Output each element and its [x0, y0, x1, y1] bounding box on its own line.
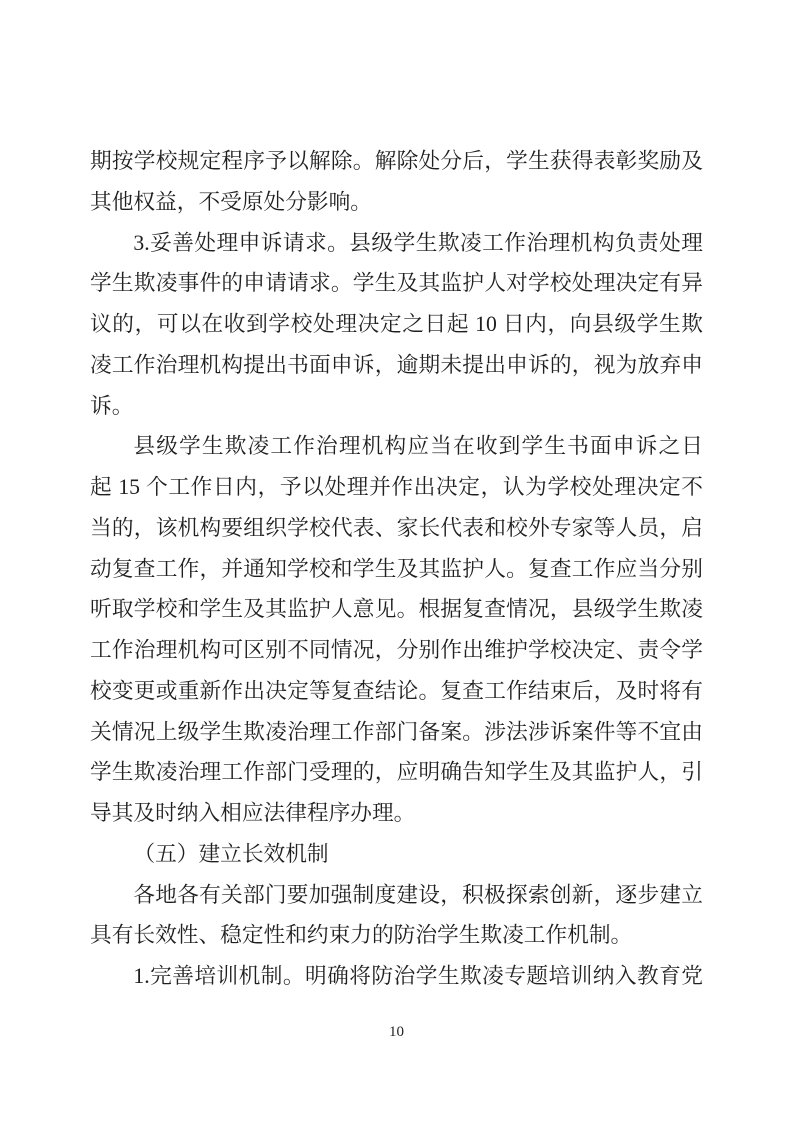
section-heading: （五）建立长效机制: [133, 841, 329, 866]
text-line: 凌工作治理机构提出书面申诉，逾期未提出申诉的，视为放弃申: [90, 352, 703, 377]
text-line: 学生欺凌事件的申请请求。学生及其监护人对学校处理决定有异: [90, 271, 703, 296]
text-line: 各地各有关部门要加强制度建设，积极探索创新，逐步建立: [133, 882, 703, 907]
text-line: 校变更或重新作出决定等复查结论。复查工作结束后，及时将有: [90, 678, 703, 703]
text-line: 1.完善培训机制。明确将防治学生欺凌专题培训纳入教育党: [133, 964, 703, 988]
text-line: 3.妥善处理申诉请求。县级学生欺凌工作治理机构负责处理: [133, 230, 703, 255]
text-line: 期按学校规定程序予以解除。解除处分后，学生获得表彰奖励及: [90, 149, 703, 173]
text-line: 关情况上级学生欺凌治理工作部门备案。涉法涉诉案件等不宜由: [90, 719, 703, 744]
text-line: 具有长效性、稳定性和约束力的防治学生欺凌工作机制。: [90, 923, 633, 948]
text-line: 起 15 个工作日内，予以处理并作出决定，认为学校处理决定不: [90, 475, 703, 499]
text-line: 学生欺凌治理工作部门受理的，应明确告知学生及其监护人，引: [90, 760, 703, 785]
page-number: 10: [389, 1024, 404, 1040]
text-line: 动复查工作，并通知学校和学生及其监护人。复查工作应当分别: [90, 556, 703, 581]
text-line: 议的，可以在收到学校处理决定之日起 10 日内，向县级学生欺: [90, 312, 703, 336]
text-line: 当的，该机构要组织学校代表、家长代表和校外专家等人员，启: [90, 515, 703, 540]
document-body-text: [90, 141, 703, 997]
text-line: 工作治理机构可区别不同情况，分别作出维护学校决定、责令学: [90, 638, 703, 662]
text-line: 导其及时纳入相应法律程序办理。: [90, 801, 416, 825]
text-line: 听取学校和学生及其监护人意见。根据复查情况，县级学生欺凌: [90, 597, 703, 622]
text-line: 其他权益，不受原处分影响。: [90, 189, 372, 214]
text-line: 县级学生欺凌工作治理机构应当在收到学生书面申诉之日: [133, 434, 703, 459]
text-line: 诉。: [90, 393, 134, 418]
